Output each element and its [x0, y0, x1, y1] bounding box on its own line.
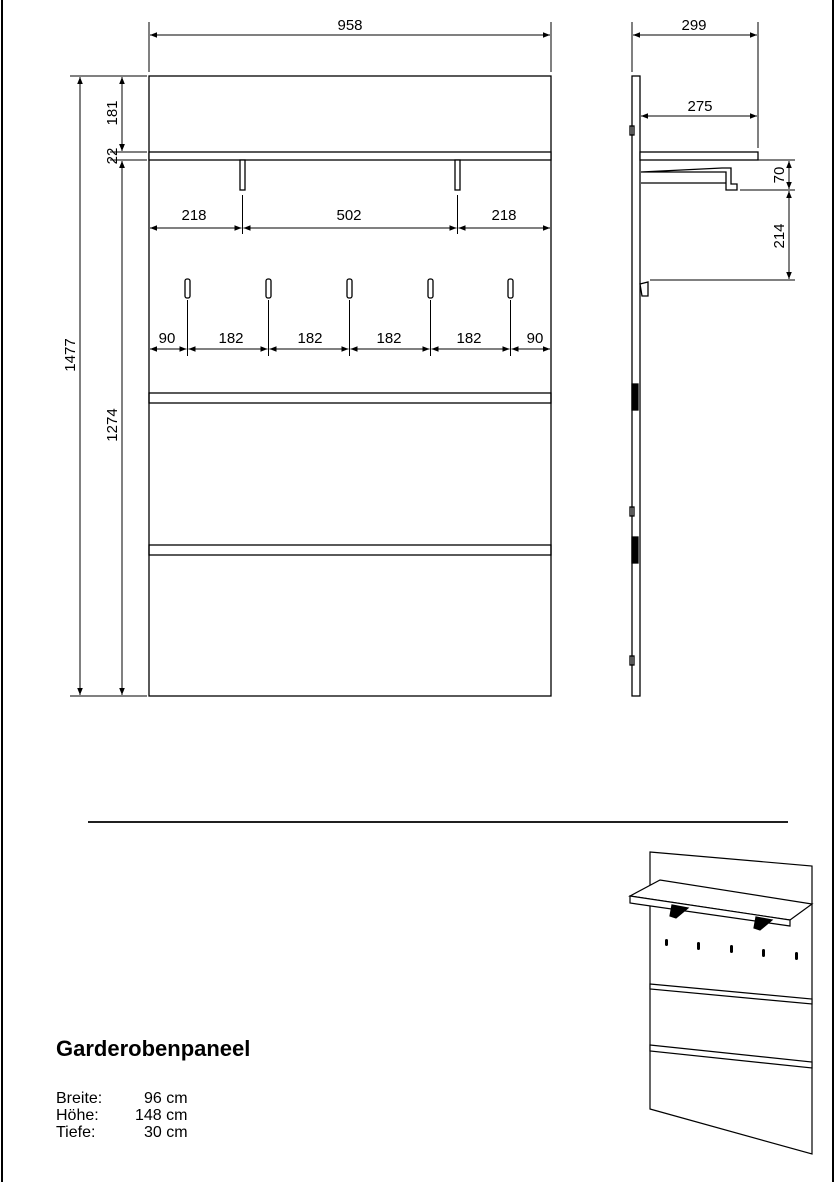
- label-bracket-left: 218: [181, 207, 207, 224]
- label-bracket-middle: 502: [336, 207, 362, 224]
- spec-value: 148 cm: [135, 1107, 188, 1124]
- label-hook-gap-2: 182: [297, 330, 323, 347]
- label-shelf-depth: 275: [687, 98, 713, 115]
- front-panel: [149, 76, 551, 696]
- side-rail: [641, 168, 737, 190]
- perspective-hook-1: [665, 939, 668, 946]
- front-view: [149, 76, 551, 696]
- label-shelf-thickness: 22: [104, 147, 121, 165]
- spec-value: 30 cm: [144, 1124, 188, 1141]
- perspective-view: [630, 852, 812, 1154]
- label-bracket-right: 218: [491, 207, 517, 224]
- product-title: Garderobenpaneel: [56, 1036, 251, 1061]
- front-hook-2: [266, 279, 271, 298]
- label-lower-height: 1274: [104, 408, 121, 442]
- front-shelf: [149, 152, 551, 160]
- front-hook-5: [508, 279, 513, 298]
- front-bracket-right: [455, 160, 460, 190]
- label-rail-height: 70: [771, 166, 788, 184]
- product-specs: [56, 1090, 224, 1141]
- spec-row-height: [56, 1107, 224, 1124]
- label-hook-gap-4: 182: [456, 330, 482, 347]
- spec-label: Breite:: [56, 1090, 103, 1107]
- spec-label: Höhe:: [56, 1107, 99, 1124]
- side-shelf: [640, 152, 758, 160]
- side-hook: [640, 282, 648, 296]
- spec-value: 96 cm: [144, 1090, 188, 1107]
- perspective-hook-3: [730, 945, 733, 953]
- label-hook-edge-left: 90: [158, 330, 176, 347]
- spec-row-depth: [56, 1124, 224, 1141]
- front-rail-lower: [149, 545, 551, 555]
- front-hook-3: [347, 279, 352, 298]
- perspective-hook-2: [697, 942, 700, 950]
- label-hook-edge-right: 90: [526, 330, 544, 347]
- label-total-depth: 299: [681, 17, 707, 34]
- side-mount-lower: [632, 537, 638, 563]
- spec-row-width: [56, 1090, 224, 1107]
- spec-label: Tiefe:: [56, 1124, 96, 1141]
- label-hook-gap-3: 182: [376, 330, 402, 347]
- label-rail-to-hook: 214: [771, 223, 788, 249]
- label-top-height: 181: [104, 100, 121, 126]
- front-hook-4: [428, 279, 433, 298]
- label-total-height: 1477: [62, 338, 79, 372]
- label-total-width: 958: [337, 17, 363, 34]
- perspective-hook-4: [762, 949, 765, 957]
- front-hook-1: [185, 279, 190, 298]
- front-rail-upper: [149, 393, 551, 403]
- side-mount-upper: [632, 384, 638, 410]
- side-view: [630, 76, 758, 696]
- perspective-hook-5: [795, 952, 798, 960]
- front-bracket-left: [240, 160, 245, 190]
- label-hook-gap-1: 182: [218, 330, 244, 347]
